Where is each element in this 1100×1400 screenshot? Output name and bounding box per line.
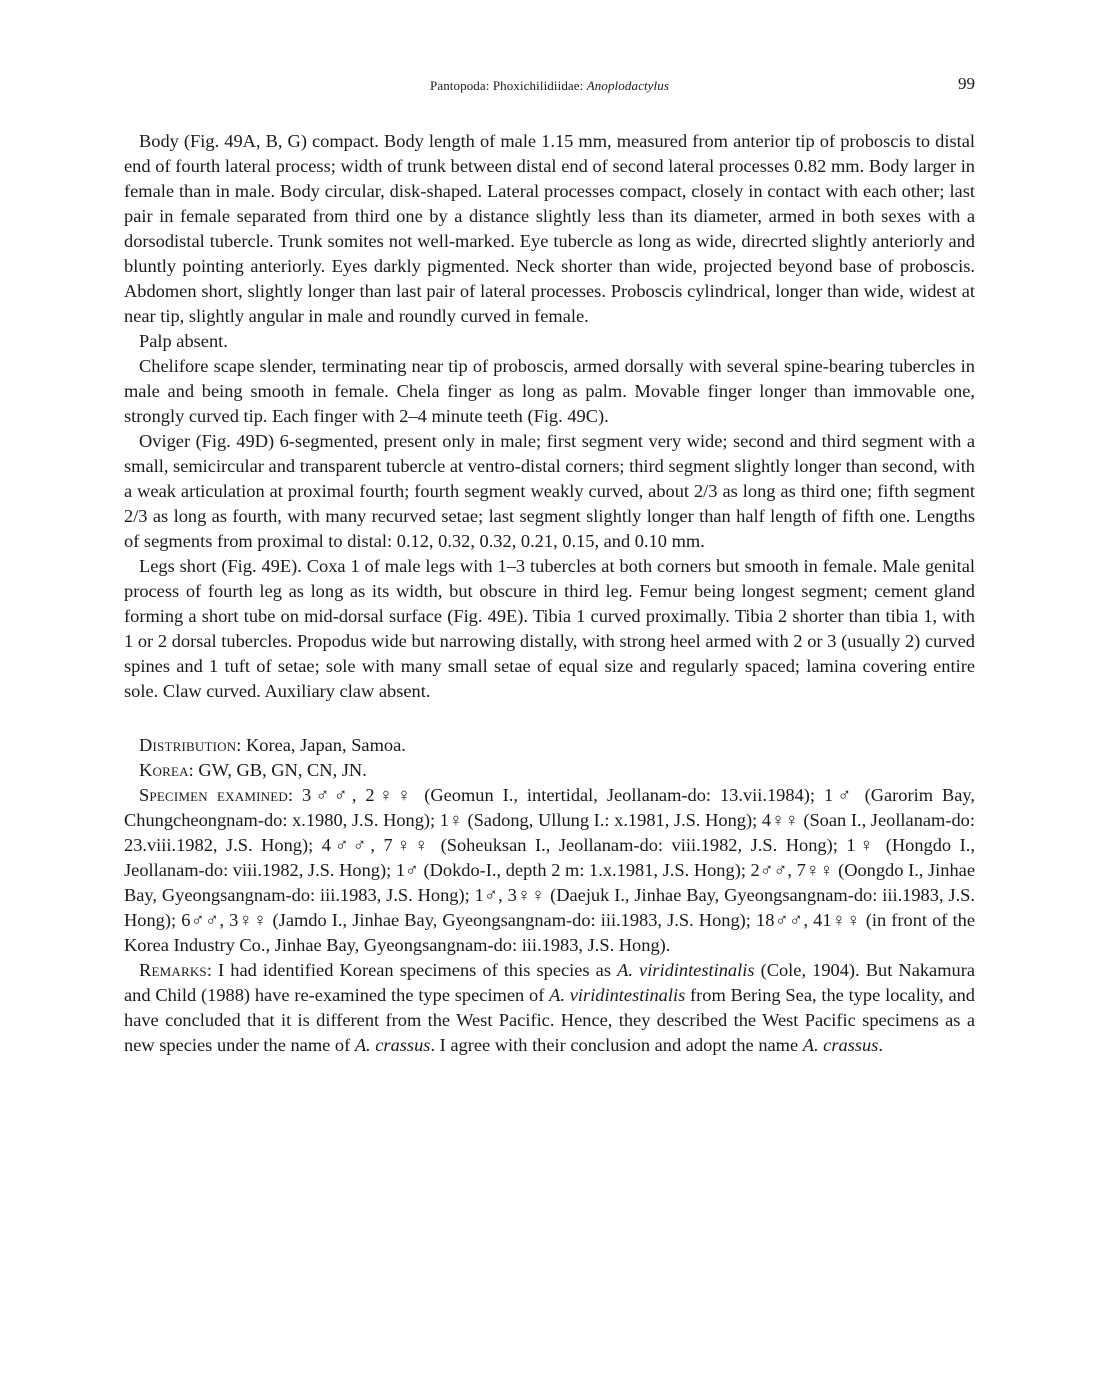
chelifore-paragraph: Chelifore scape slender, terminating near tip of proboscis, armed dorsally with several spine-bearing tubercles in male and being smooth in female. Chela finger as long as palm. Movable finger longer than immovable one, strongly curved tip. Each finger with 2–4 minute teeth (Fig. 49C). <box>124 356 975 426</box>
running-title-prefix: Pantopoda: Phoxichilidiidae: <box>430 78 587 93</box>
remarks-text-2: (Cole, 1904). But Nakamura and Child (1988) have re-examined the type specimen of <box>124 960 975 1005</box>
body-description-paragraph: Body (Fig. 49A, B, G) compact. Body length of male 1.15 mm, measured from anterior tip of proboscis to distal end of fourth lateral process; width of trunk between distal end of second lateral processes 0.82 mm. Body larger in female than in male. Body circular, disk-shaped. Lateral processes compact, closely in contact with each other; last pair in female separated from third one by a distance slightly less than its diameter, armed in both sexes with a dorsodistal tubercle. Trunk somites not well-marked. Eye tubercle as long as wide, direcrted slightly anteriorly and bluntly pointing anteriorly. Eyes darkly pigmented. Neck shorter than wide, projected beyond base of proboscis. Abdomen short, slightly longer than last pair of lateral processes. Proboscis cylindrical, longer than wide, widest at near tip, slightly angular in male and roundly curved in female. <box>124 131 975 326</box>
running-title <box>124 78 975 94</box>
specimens-label: Specimen examined <box>139 785 288 805</box>
specimens-paragraph <box>124 783 975 958</box>
remarks-text-1: : I had identified Korean specimens of this species as <box>206 960 618 980</box>
species-name-2: A. viridintestinalis <box>549 985 686 1005</box>
species-name-4: A. crassus <box>802 1035 879 1055</box>
remarks-text-3: from Bering Sea, the type locality, and have concluded that it is different from the West Pacific. Hence, they described the West Pacific specimens as a new species under the name of <box>124 985 975 1055</box>
palp-paragraph: Palp absent. <box>139 331 228 351</box>
distribution-paragraph <box>124 733 975 758</box>
distribution-text: : Korea, Japan, Samoa. <box>236 735 406 755</box>
remarks-paragraph <box>124 958 975 1058</box>
remarks-text-4: . I agree with their conclusion and adopt the name <box>430 1035 803 1055</box>
section-gap <box>124 704 975 729</box>
running-title-genus: Anoplodactylus <box>586 78 669 93</box>
oviger-paragraph: Oviger (Fig. 49D) 6-segmented, present only in male; first segment very wide; second and third segment with a small, semicircular and transparent tubercle at ventro-distal corners; third segment slightly longer than second, with a weak articulation at proximal fourth; fourth segment weakly curved, about 2/3 as long as third one; fifth segment 2/3 as long as fourth, with many recurved setae; last segment slightly longer than half length of fifth one. Lengths of segments from proximal to distal: 0.12, 0.32, 0.32, 0.21, 0.15, and 0.10 mm. <box>124 431 975 551</box>
running-header <box>124 76 975 98</box>
remarks-text-5: . <box>878 1035 883 1055</box>
korea-text: : GW, GB, GN, CN, JN. <box>188 760 367 780</box>
legs-paragraph: Legs short (Fig. 49E). Coxa 1 of male legs with 1–3 tubercles at both corners but smooth in female. Male genital process of fourth leg as long as its width, but obscure in third leg. Femur being longest segment; cement gland forming a short tube on mid-dorsal surface (Fig. 49E). Tibia 1 curved proximally. Tibia 2 shorter than tibia 1, with 1 or 2 dorsal tubercles. Propodus wide but narrowing distally, with strong heel armed with 2 or 3 (usually 2) curved spines and 1 tuft of setae; sole with many small setae of equal size and regularly spaced; lamina covering entire sole. Claw curved. Auxiliary claw absent. <box>124 556 975 701</box>
specimens-text: : 3♂♂, 2♀♀ (Geomun I., intertidal, Jeollanam-do: 13.vii.1984); 1♂ (Garorim Bay, Chungcheongnam-do: x.1980, J.S. Hong); 1♀ (Sadong, Ullung I.: x.1981, J.S. Hong); 4♀♀ (Soan I., Jeollanam-do: 23.viii.1982, J.S. Hong); 4♂♂, 7♀♀ (Soheuksan I., Jeollanam-do: viii.1982, J.S. Hong); 1♀ (Hongdo I., Jeollanam-do: viii.1982, J.S. Hong); 1♂ (Dokdo-I., depth 2 m: 1.x.1981, J.S. Hong); 2♂♂, 7♀♀ (Oongdo I., Jinhae Bay, Gyeongsangnam-do: iii.1983, J.S. Hong); 1♂, 3♀♀ (Daejuk I., Jinhae Bay, Gyeongsangnam-do: iii.1983, J.S. Hong); 6♂♂, 3♀♀ (Jamdo I., Jinhae Bay, Gyeongsangnam-do: iii.1983, J.S. Hong); 18♂♂, 41♀♀ (in front of the Korea Industry Co., Jinhae Bay, Gyeongsangnam-do: iii.1983, J.S. Hong). <box>124 785 975 955</box>
distribution-label: Distribution <box>139 735 237 755</box>
korea-label: Korea <box>139 760 189 780</box>
korea-paragraph <box>124 758 975 783</box>
species-name-1: A. viridintestinalis <box>617 960 755 980</box>
remarks-label: Remarks <box>139 960 207 980</box>
species-name-3: A. crassus <box>354 1035 431 1055</box>
page-number: 99 <box>958 74 975 93</box>
main-text <box>124 129 975 1058</box>
